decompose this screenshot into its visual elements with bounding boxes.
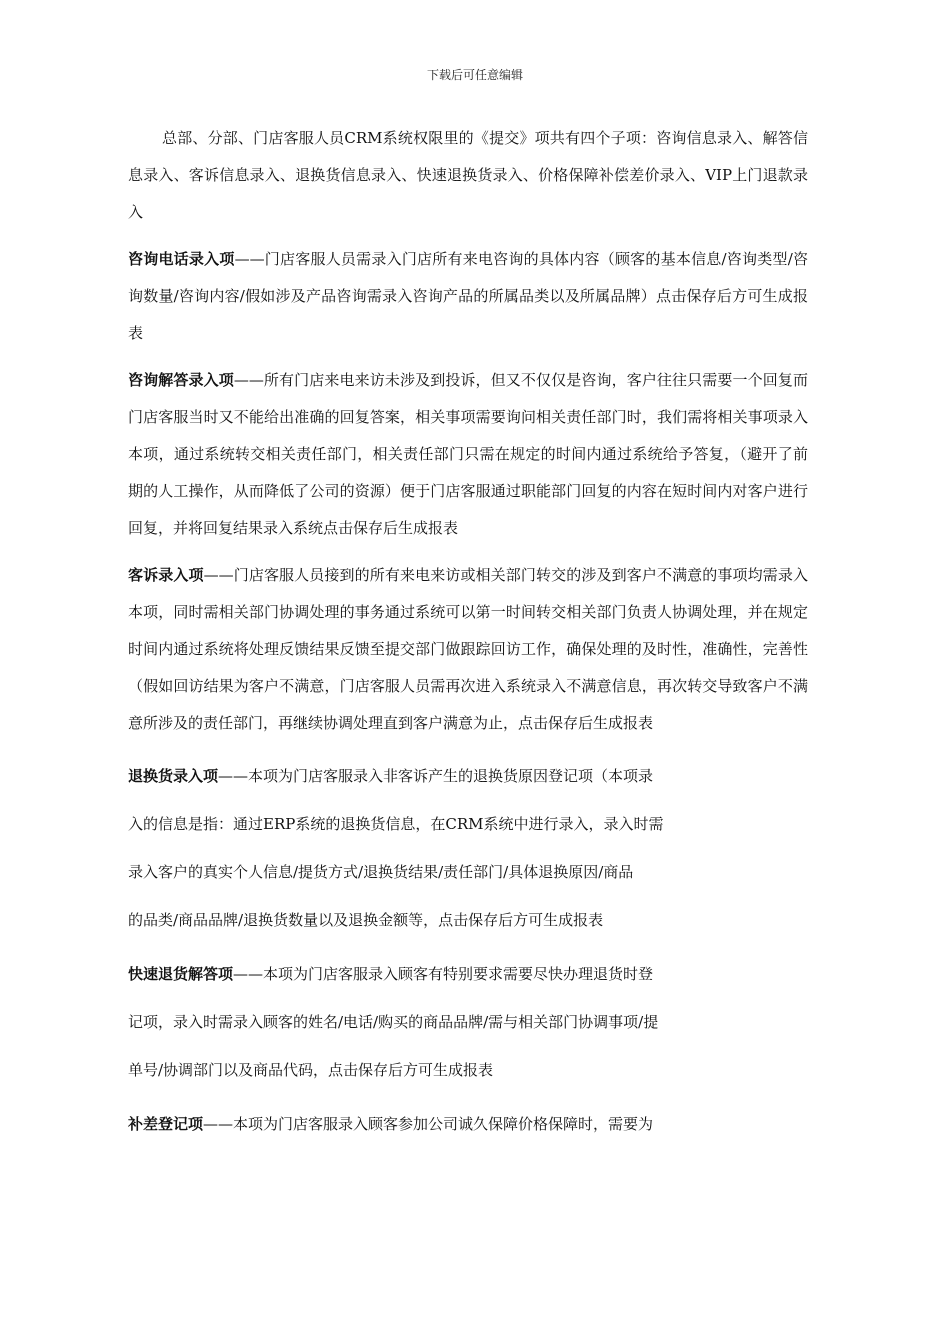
- line-text: ——本项为门店客服录入非客诉产生的退换货原因登记项（本项录: [218, 767, 654, 785]
- document-body: [128, 120, 808, 1148]
- section-term: 快速退货解答项: [128, 965, 234, 983]
- text-line: 入的信息是指：通过ERP系统的退换货信息，在CRM系统中进行录入，录入时需: [128, 815, 664, 833]
- section-term: 客诉录入项: [128, 566, 204, 584]
- text-line: [128, 1100, 808, 1148]
- section-term: 补差登记项: [128, 1115, 204, 1133]
- section-body: ——门店客服人员接到的所有来电来访或相关部门转交的涉及到客户不满意的事项均需录入本项，同时需相关部门协调处理的事务通过系统可以第一时间转交相关部门负责人协调处理，并在规定时间内通过系统将处理反馈结果反馈至提交部门做跟踪回访工作，确保处理的及时性，准确性，完善性（假如回访结果为客户不满意，门店客服人员需再次进入系统录入不满意信息，再次转交导致客户不满意所涉及的责任部门，再继续协调处理直到客户满意为止，点击保存后生成报表: [128, 566, 808, 732]
- line-text: ——本项为门店客服录入顾客参加公司诚久保障价格保障时，需要为: [203, 1115, 654, 1133]
- section-consult-answer: [128, 362, 808, 547]
- section-body: ——门店客服人员需录入门店所有来电咨询的具体内容（顾客的基本信息/咨询类型/咨询数量/咨询内容/假如涉及产品咨询需录入咨询产品的所属品类以及所属品牌）点击保存后方可生成报表: [128, 250, 808, 342]
- line-text: ——本项为门店客服录入顾客有特别要求需要尽快办理退货时登: [233, 965, 654, 983]
- text-line: 的品类/商品品牌/退换货数量以及退换金额等，点击保存后方可生成报表: [128, 911, 604, 929]
- section-term: 退换货录入项: [128, 767, 219, 785]
- intro-paragraph: 总部、分部、门店客服人员CRM系统权限里的《提交》项共有四个子项：咨询信息录入、解答信息录入、客诉信息录入、退换货信息录入、快速退换货录入、价格保障补偿差价录入、VIP上门退款录入: [128, 129, 808, 221]
- section-consult-phone: [128, 241, 808, 352]
- section-price-compensation: [128, 1100, 808, 1148]
- text-line: 单号/协调部门以及商品代码，点击保存后方可生成报表: [128, 1061, 494, 1079]
- section-complaint: [128, 557, 808, 742]
- text-line: 记项，录入时需录入顾客的姓名/电话/购买的商品品牌/需与相关部门协调事项/提: [128, 1013, 659, 1031]
- section-return-exchange: [128, 752, 808, 944]
- text-line: 录入客户的真实个人信息/提货方式/退换货结果/责任部门/具体退换原因/商品: [128, 863, 634, 881]
- section-body: ——所有门店来电来访未涉及到投诉，但又不仅仅是咨询，客户往往只需要一个回复而门店客服当时又不能给出准确的回复答案，相关事项需要询问相关责任部门时，我们需将相关事项录入本项，通过系统转交相关责任部门，相关责任部门只需在规定的时间内通过系统给予答复，（避开了前期的人工操作，从而降低了公司的资源）便于门店客服通过职能部门回复的内容在短时间内对客户进行回复，并将回复结果录入系统点击保存后生成报表: [128, 371, 808, 537]
- section-term: 咨询电话录入项: [128, 250, 235, 268]
- section-term: 咨询解答录入项: [128, 371, 234, 389]
- text-line: [128, 950, 808, 998]
- section-quick-return: [128, 950, 808, 1094]
- text-line: [128, 752, 808, 800]
- page-header: 下载后可任意编辑: [426, 68, 523, 82]
